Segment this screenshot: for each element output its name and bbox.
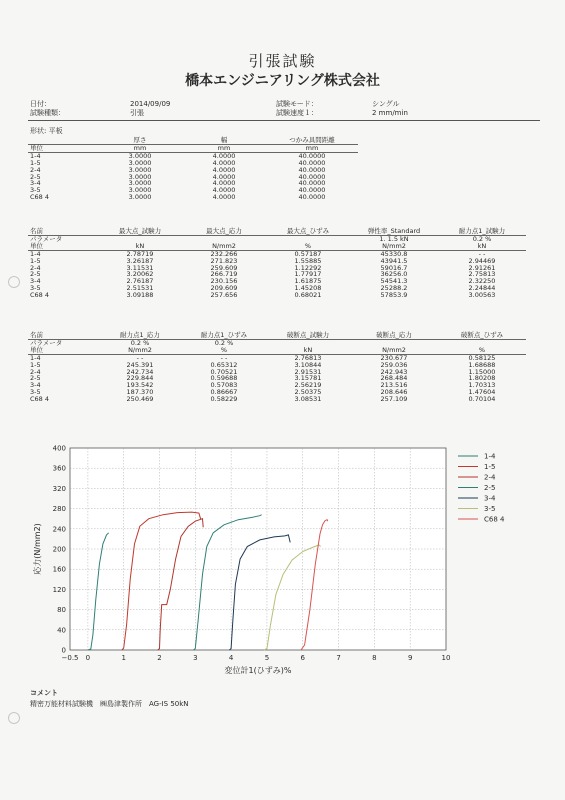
specimen-name-cell: C68 4 <box>30 395 50 404</box>
shape-label: 形状: 平板 <box>30 127 63 135</box>
legend-label: C68 4 <box>484 515 505 524</box>
table2-header: 名前 <box>28 228 98 235</box>
table-row <box>28 292 526 299</box>
table2-body <box>28 250 526 299</box>
specimen-name-cell: 1-5 <box>30 158 41 167</box>
value-cell: 245.391 <box>126 360 154 369</box>
specimen-name-cell: 3-4 <box>30 381 41 390</box>
value-cell: 1.15000 <box>468 367 496 376</box>
value-cell: 4.0000 <box>212 179 236 188</box>
table1-header: 厚さ <box>98 137 182 144</box>
specimen-name-cell: 2-4 <box>30 263 41 272</box>
specimen-name-cell: 2-5 <box>30 374 41 383</box>
value-cell: 266.719 <box>210 270 238 279</box>
report-title: 引張試験 <box>248 52 317 70</box>
table2-header: 最大点_試験力 <box>98 228 182 235</box>
value-cell: 1.45208 <box>294 284 322 293</box>
unit-cell: kN <box>266 347 350 354</box>
table2-header: 耐力点1_試験力 <box>438 228 526 235</box>
value-cell: 259.036 <box>380 360 408 369</box>
value-cell: 0.59688 <box>210 374 238 383</box>
table-row <box>28 285 526 292</box>
value-cell: 40.0000 <box>298 186 326 195</box>
value-cell: 271.823 <box>210 256 238 265</box>
value-cell: 3.15781 <box>294 374 322 383</box>
unit-cell: mm <box>98 144 182 152</box>
value-cell: 3.10844 <box>294 360 322 369</box>
value-cell: 54541.3 <box>380 277 408 286</box>
table3-body <box>28 354 526 403</box>
value-cell: 2.76813 <box>294 353 322 362</box>
table1-header: つかみ具間距離 <box>266 137 358 144</box>
value-cell: 2.32250 <box>468 277 496 286</box>
value-cell: 3.08531 <box>294 395 322 404</box>
unit-cell: N/mm2 <box>350 243 438 250</box>
value-cell: 2.91531 <box>294 367 322 376</box>
value-cell: 230.156 <box>210 277 238 286</box>
table3-header: 名前 <box>28 332 98 339</box>
table-row <box>28 362 526 369</box>
value-cell: 232.266 <box>210 249 238 258</box>
unit-cell: % <box>266 243 350 250</box>
value-cell: 0.57187 <box>294 249 322 258</box>
value-cell: 3.0000 <box>128 172 152 181</box>
value-cell: 4.0000 <box>212 151 236 160</box>
table2-header: 最大点_応力 <box>182 228 266 235</box>
stress-strain-chart <box>0 436 565 681</box>
legend-label: 1-4 <box>484 452 496 461</box>
value-cell: 213.516 <box>380 381 408 390</box>
max-point-table <box>28 228 526 299</box>
value-cell: 242.734 <box>126 367 154 376</box>
value-cell: 187.370 <box>126 388 154 397</box>
value-cell: 2.75813 <box>468 270 496 279</box>
value-cell: 2.50375 <box>294 388 322 397</box>
param-cell: パラメータ <box>30 234 63 243</box>
unit-cell: kN <box>98 243 182 250</box>
test-speed-label: 試験速度１： <box>276 109 318 117</box>
date-value: 2014/09/09 <box>130 100 171 108</box>
unit-cell: N/mm2 <box>98 347 182 354</box>
value-cell: 208.646 <box>380 388 408 397</box>
x-tick-label: 0 <box>85 654 91 662</box>
specimen-name-cell: 3-5 <box>30 388 41 397</box>
y-tick-labels <box>53 445 66 655</box>
value-cell: 3.0000 <box>128 186 152 195</box>
value-cell: 59016.7 <box>380 263 408 272</box>
value-cell: 3.0000 <box>128 158 152 167</box>
value-cell: 40.0000 <box>298 179 326 188</box>
value-cell: 0.70521 <box>210 367 238 376</box>
value-cell: 1.55885 <box>294 256 322 265</box>
y-tick-label: 320 <box>52 484 66 493</box>
table-row <box>28 250 526 257</box>
x-tick-label: 1 <box>121 654 126 662</box>
value-cell: 4.0000 <box>212 186 236 195</box>
specimen-name-cell: 3-5 <box>30 186 41 195</box>
value-cell: 0.58229 <box>210 395 238 404</box>
value-cell: 0.68021 <box>294 291 322 300</box>
table-row <box>28 375 526 382</box>
value-cell: 2.56219 <box>294 381 322 390</box>
table-row <box>28 271 526 278</box>
x-tick-label: 5 <box>264 654 270 662</box>
comment-label: コメント <box>30 689 58 697</box>
value-cell: 259.609 <box>210 263 238 272</box>
table3-header: 耐力点1_ひずみ <box>182 332 266 339</box>
table3-header: 破断点_ひずみ <box>438 332 526 339</box>
value-cell: 3.11531 <box>126 263 154 272</box>
unit-cell: 単位 <box>28 144 98 152</box>
value-cell: - - <box>136 353 144 362</box>
table-row <box>28 278 526 285</box>
value-cell: 3.20062 <box>126 270 154 279</box>
value-cell: 40.0000 <box>298 165 326 174</box>
value-cell: 209.609 <box>210 284 238 293</box>
specimen-name-cell: 1-5 <box>30 256 41 265</box>
value-cell: 3.26187 <box>126 256 154 265</box>
table-row <box>28 354 526 361</box>
value-cell: 40.0000 <box>298 158 326 167</box>
specimen-name-cell: 1-4 <box>30 151 41 160</box>
table-row <box>28 396 526 403</box>
value-cell: 1.77917 <box>294 270 322 279</box>
legend-label: 3-4 <box>484 494 496 503</box>
specimen-name-cell: 2-4 <box>30 165 41 174</box>
value-cell: 57853.9 <box>380 291 408 300</box>
company-name: 橋本エンジニアリング株式会社 <box>185 73 380 89</box>
value-cell: 4.0000 <box>212 165 236 174</box>
binder-hole <box>8 276 20 288</box>
table-row <box>28 389 526 396</box>
value-cell: 3.0000 <box>128 179 152 188</box>
value-cell: 2.76187 <box>126 277 154 286</box>
value-cell: 25288.2 <box>380 284 408 293</box>
value-cell: 257.656 <box>210 291 238 300</box>
unit-cell: mm <box>182 144 266 152</box>
unit-cell: 単位 <box>28 347 98 354</box>
x-tick-label: 8 <box>372 654 377 662</box>
table3-header: 破断点_試験力 <box>266 332 350 339</box>
plot-area <box>70 448 446 650</box>
value-cell: 1.68688 <box>468 360 496 369</box>
value-cell: 3.0000 <box>128 151 152 160</box>
unit-cell: N/mm2 <box>350 347 438 354</box>
specimen-name-cell: 2-5 <box>30 172 41 181</box>
dimension-table <box>28 137 358 201</box>
value-cell: 3.00563 <box>468 291 496 300</box>
specimen-name-cell: 3-4 <box>30 277 41 286</box>
x-tick-label: 6 <box>300 654 305 662</box>
table2-header: 弾性率_Standard <box>350 228 438 235</box>
y-tick-label: 160 <box>52 565 66 574</box>
binder-hole <box>8 712 20 724</box>
param-cell: 0.2 % <box>130 338 150 347</box>
x-axis-label: 変位計1(ひずみ)% <box>224 666 292 675</box>
table-row <box>28 194 358 201</box>
value-cell: 36256.0 <box>380 270 408 279</box>
value-cell: 40.0000 <box>298 151 326 160</box>
table-row <box>28 382 526 389</box>
specimen-name-cell: 2-4 <box>30 367 41 376</box>
date-label: 日付： <box>30 100 51 108</box>
value-cell: 40.0000 <box>298 193 326 202</box>
value-cell: 0.86667 <box>210 388 238 397</box>
value-cell: 2.91261 <box>468 263 496 272</box>
value-cell: 4.0000 <box>212 193 236 202</box>
value-cell: 1.70313 <box>468 381 496 390</box>
specimen-name-cell: C68 4 <box>30 193 50 202</box>
y-tick-label: 360 <box>52 464 66 473</box>
table3-header: 破断点_応力 <box>350 332 438 339</box>
value-cell: 1.12292 <box>294 263 322 272</box>
value-cell: 40.0000 <box>298 172 326 181</box>
x-tick-label: 10 <box>441 654 451 662</box>
value-cell: 4.0000 <box>212 172 236 181</box>
y-tick-label: 400 <box>52 444 66 453</box>
value-cell: 0.58125 <box>468 353 496 362</box>
unit-cell: N/mm2 <box>182 243 266 250</box>
comment-text: 精密万能材料試験機 ㈱島津製作所 AG-IS 50kN <box>30 700 189 708</box>
value-cell: 3.09188 <box>126 291 154 300</box>
value-cell: 4.0000 <box>212 158 236 167</box>
specimen-name-cell: C68 4 <box>30 291 50 300</box>
table-row <box>28 265 526 272</box>
value-cell: 1.80208 <box>468 374 496 383</box>
specimen-name-cell: 1-5 <box>30 360 41 369</box>
unit-cell: % <box>182 347 266 354</box>
table1-header: 幅 <box>182 137 266 144</box>
specimen-name-cell: 2-5 <box>30 270 41 279</box>
x-tick-label: 3 <box>193 654 198 662</box>
value-cell: 1.47604 <box>468 388 496 397</box>
unit-cell: kN <box>438 243 526 250</box>
legend-label: 3-5 <box>484 505 496 513</box>
value-cell: 0.65312 <box>210 360 238 369</box>
value-cell: 242.943 <box>380 367 408 376</box>
specimen-name-cell: 1-4 <box>30 353 41 362</box>
y-tick-label: 0 <box>61 646 66 655</box>
x-tick-label: 9 <box>407 654 413 662</box>
value-cell: 230.677 <box>380 353 408 362</box>
specimen-name-cell: 3-5 <box>30 284 41 293</box>
value-cell: 2.78719 <box>126 249 154 258</box>
value-cell: 268.484 <box>380 374 408 383</box>
legend-label: 2-5 <box>484 484 496 492</box>
value-cell: 0.57083 <box>210 381 238 390</box>
chart-grid <box>70 448 446 650</box>
value-cell: 43941.5 <box>380 256 408 265</box>
value-cell: 3.0000 <box>128 165 152 174</box>
param-cell: パラメータ <box>30 338 63 347</box>
test-mode-value: シングル <box>372 100 400 108</box>
value-cell: 229.844 <box>126 374 154 383</box>
y-tick-label: 80 <box>57 606 66 615</box>
table2-header: 最大点_ひずみ <box>266 228 350 235</box>
legend-label: 1-5 <box>484 463 496 471</box>
param-cell: 0.2 % <box>214 338 234 347</box>
y-tick-label: 280 <box>52 505 66 514</box>
test-type-value: 引張 <box>130 109 144 117</box>
table-row <box>28 369 526 376</box>
table-row <box>28 258 526 265</box>
param-cell: 1. 1.5 kN <box>379 234 409 243</box>
chart-legend <box>458 453 505 524</box>
y-tick-label: 200 <box>52 545 66 554</box>
y-tick-label: 40 <box>57 626 66 635</box>
unit-cell: mm <box>266 144 358 152</box>
value-cell: 45330.8 <box>380 249 408 258</box>
y-axis-label: 応力(N/mm2) <box>33 523 42 575</box>
x-tick-labels <box>62 654 451 662</box>
yield-break-table <box>28 332 526 403</box>
value-cell: 1.61875 <box>294 277 322 286</box>
value-cell: 2.51531 <box>126 284 154 293</box>
value-cell: 257.109 <box>380 395 408 404</box>
unit-cell: % <box>438 347 526 354</box>
unit-cell: 単位 <box>28 243 98 250</box>
test-mode-label: 試験モード： <box>276 100 318 108</box>
test-type-label: 試験種類： <box>30 109 65 117</box>
value-cell: 193.542 <box>126 381 154 390</box>
param-cell: 0.2 % <box>472 234 492 243</box>
x-tick-label: −0.5 <box>61 654 79 662</box>
value-cell: 3.0000 <box>128 193 152 202</box>
header-rule <box>28 120 540 121</box>
value-cell: 2.94469 <box>468 256 496 265</box>
table3-header: 耐力点1_応力 <box>98 332 182 339</box>
x-tick-label: 2 <box>157 654 162 662</box>
table1-body <box>28 152 358 201</box>
value-cell: 2.24844 <box>468 284 496 293</box>
y-tick-label: 240 <box>52 525 66 534</box>
value-cell: 250.469 <box>126 395 154 404</box>
value-cell: - - <box>220 353 228 362</box>
x-tick-label: 7 <box>336 654 341 662</box>
value-cell: 0.70104 <box>468 395 496 404</box>
value-cell: - - <box>478 249 486 258</box>
test-speed-value: 2 mm/min <box>372 109 408 117</box>
legend-label: 2-4 <box>484 473 496 482</box>
x-tick-label: 4 <box>228 654 234 662</box>
specimen-name-cell: 3-4 <box>30 179 41 188</box>
specimen-name-cell: 1-4 <box>30 249 41 258</box>
y-tick-label: 120 <box>52 585 66 594</box>
